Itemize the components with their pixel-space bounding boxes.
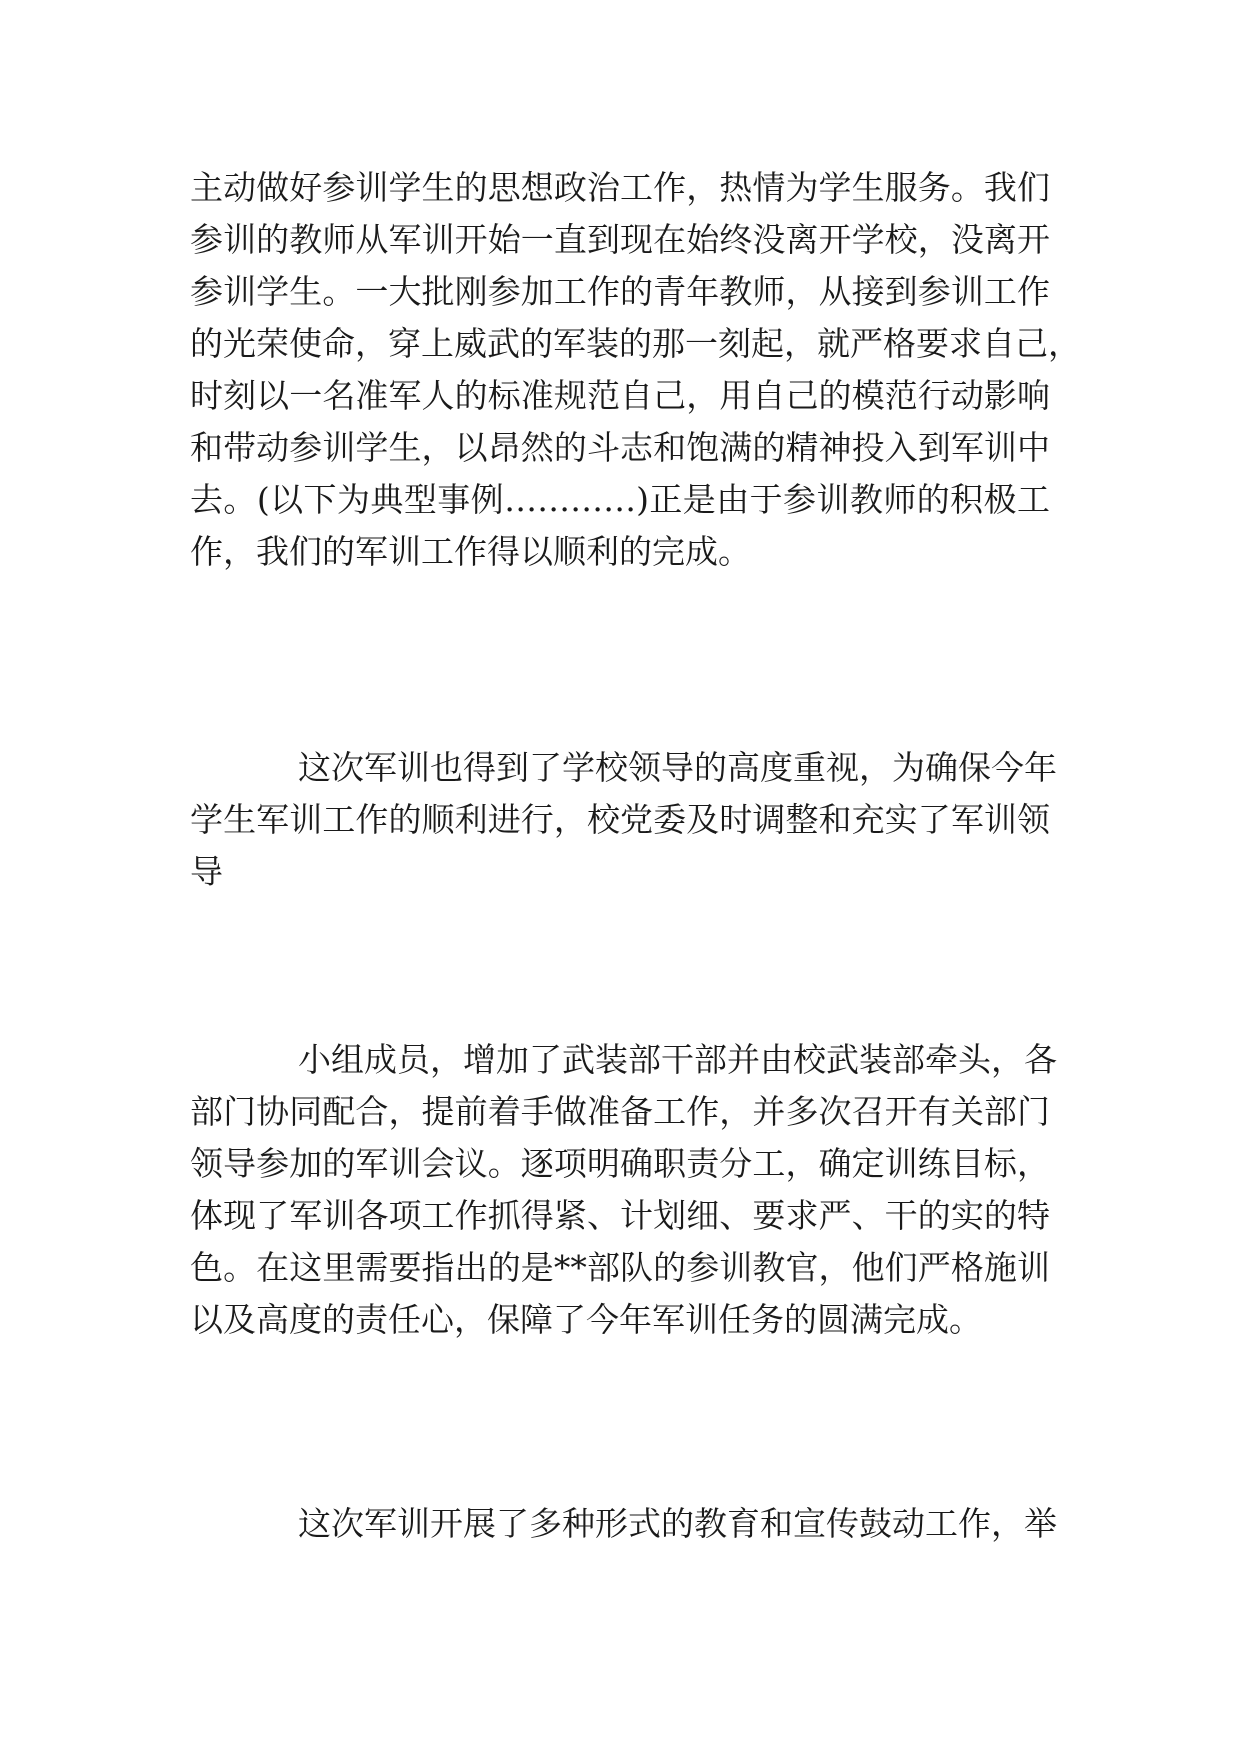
text-line: 以及高度的责任心，保障了今年军训任务的圆满完成。	[190, 1300, 982, 1339]
text-line: 色。在这里需要指出的是**部队的参训教官，他们严格施训	[190, 1248, 1050, 1287]
text-line: 领导参加的军训会议。逐项明确职责分工，确定训练目标，	[190, 1144, 1050, 1183]
text-line: 学生军训工作的顺利进行，校党委及时调整和充实了军训领	[190, 800, 1050, 839]
text-line: 去。(以下为典型事例…………)正是由于参训教师的积极工	[190, 480, 1050, 519]
text-line: 作，我们的军训工作得以顺利的完成。	[190, 532, 751, 571]
text-line: 时刻以一名准军人的标准规范自己，用自己的模范行动影响	[190, 376, 1050, 415]
text-line: 导	[190, 852, 223, 891]
text-line: 的光荣使命，穿上威武的军装的那一刻起，就严格要求自己，	[190, 324, 1081, 363]
text-line: 部门协同配合，提前着手做准备工作，并多次召开有关部门	[190, 1092, 1050, 1131]
text-line: 参训学生。一大批刚参加工作的青年教师，从接到参训工作	[190, 272, 1050, 311]
text-line: 主动做好参训学生的思想政治工作，热情为学生服务。我们	[190, 168, 1050, 207]
text-line: 参训的教师从军训开始一直到现在始终没离开学校，没离开	[190, 220, 1050, 259]
text-line: 体现了军训各项工作抓得紧、计划细、要求严、干的实的特	[190, 1196, 1050, 1235]
text-line: 这次军训开展了多种形式的教育和宣传鼓动工作，举	[298, 1504, 1057, 1543]
text-line: 小组成员，增加了武装部干部并由校武装部牵头，各	[298, 1040, 1057, 1079]
text-line: 这次军训也得到了学校领导的高度重视，为确保今年	[298, 748, 1057, 787]
text-line: 和带动参训学生，以昂然的斗志和饱满的精神投入到军训中	[190, 428, 1050, 467]
